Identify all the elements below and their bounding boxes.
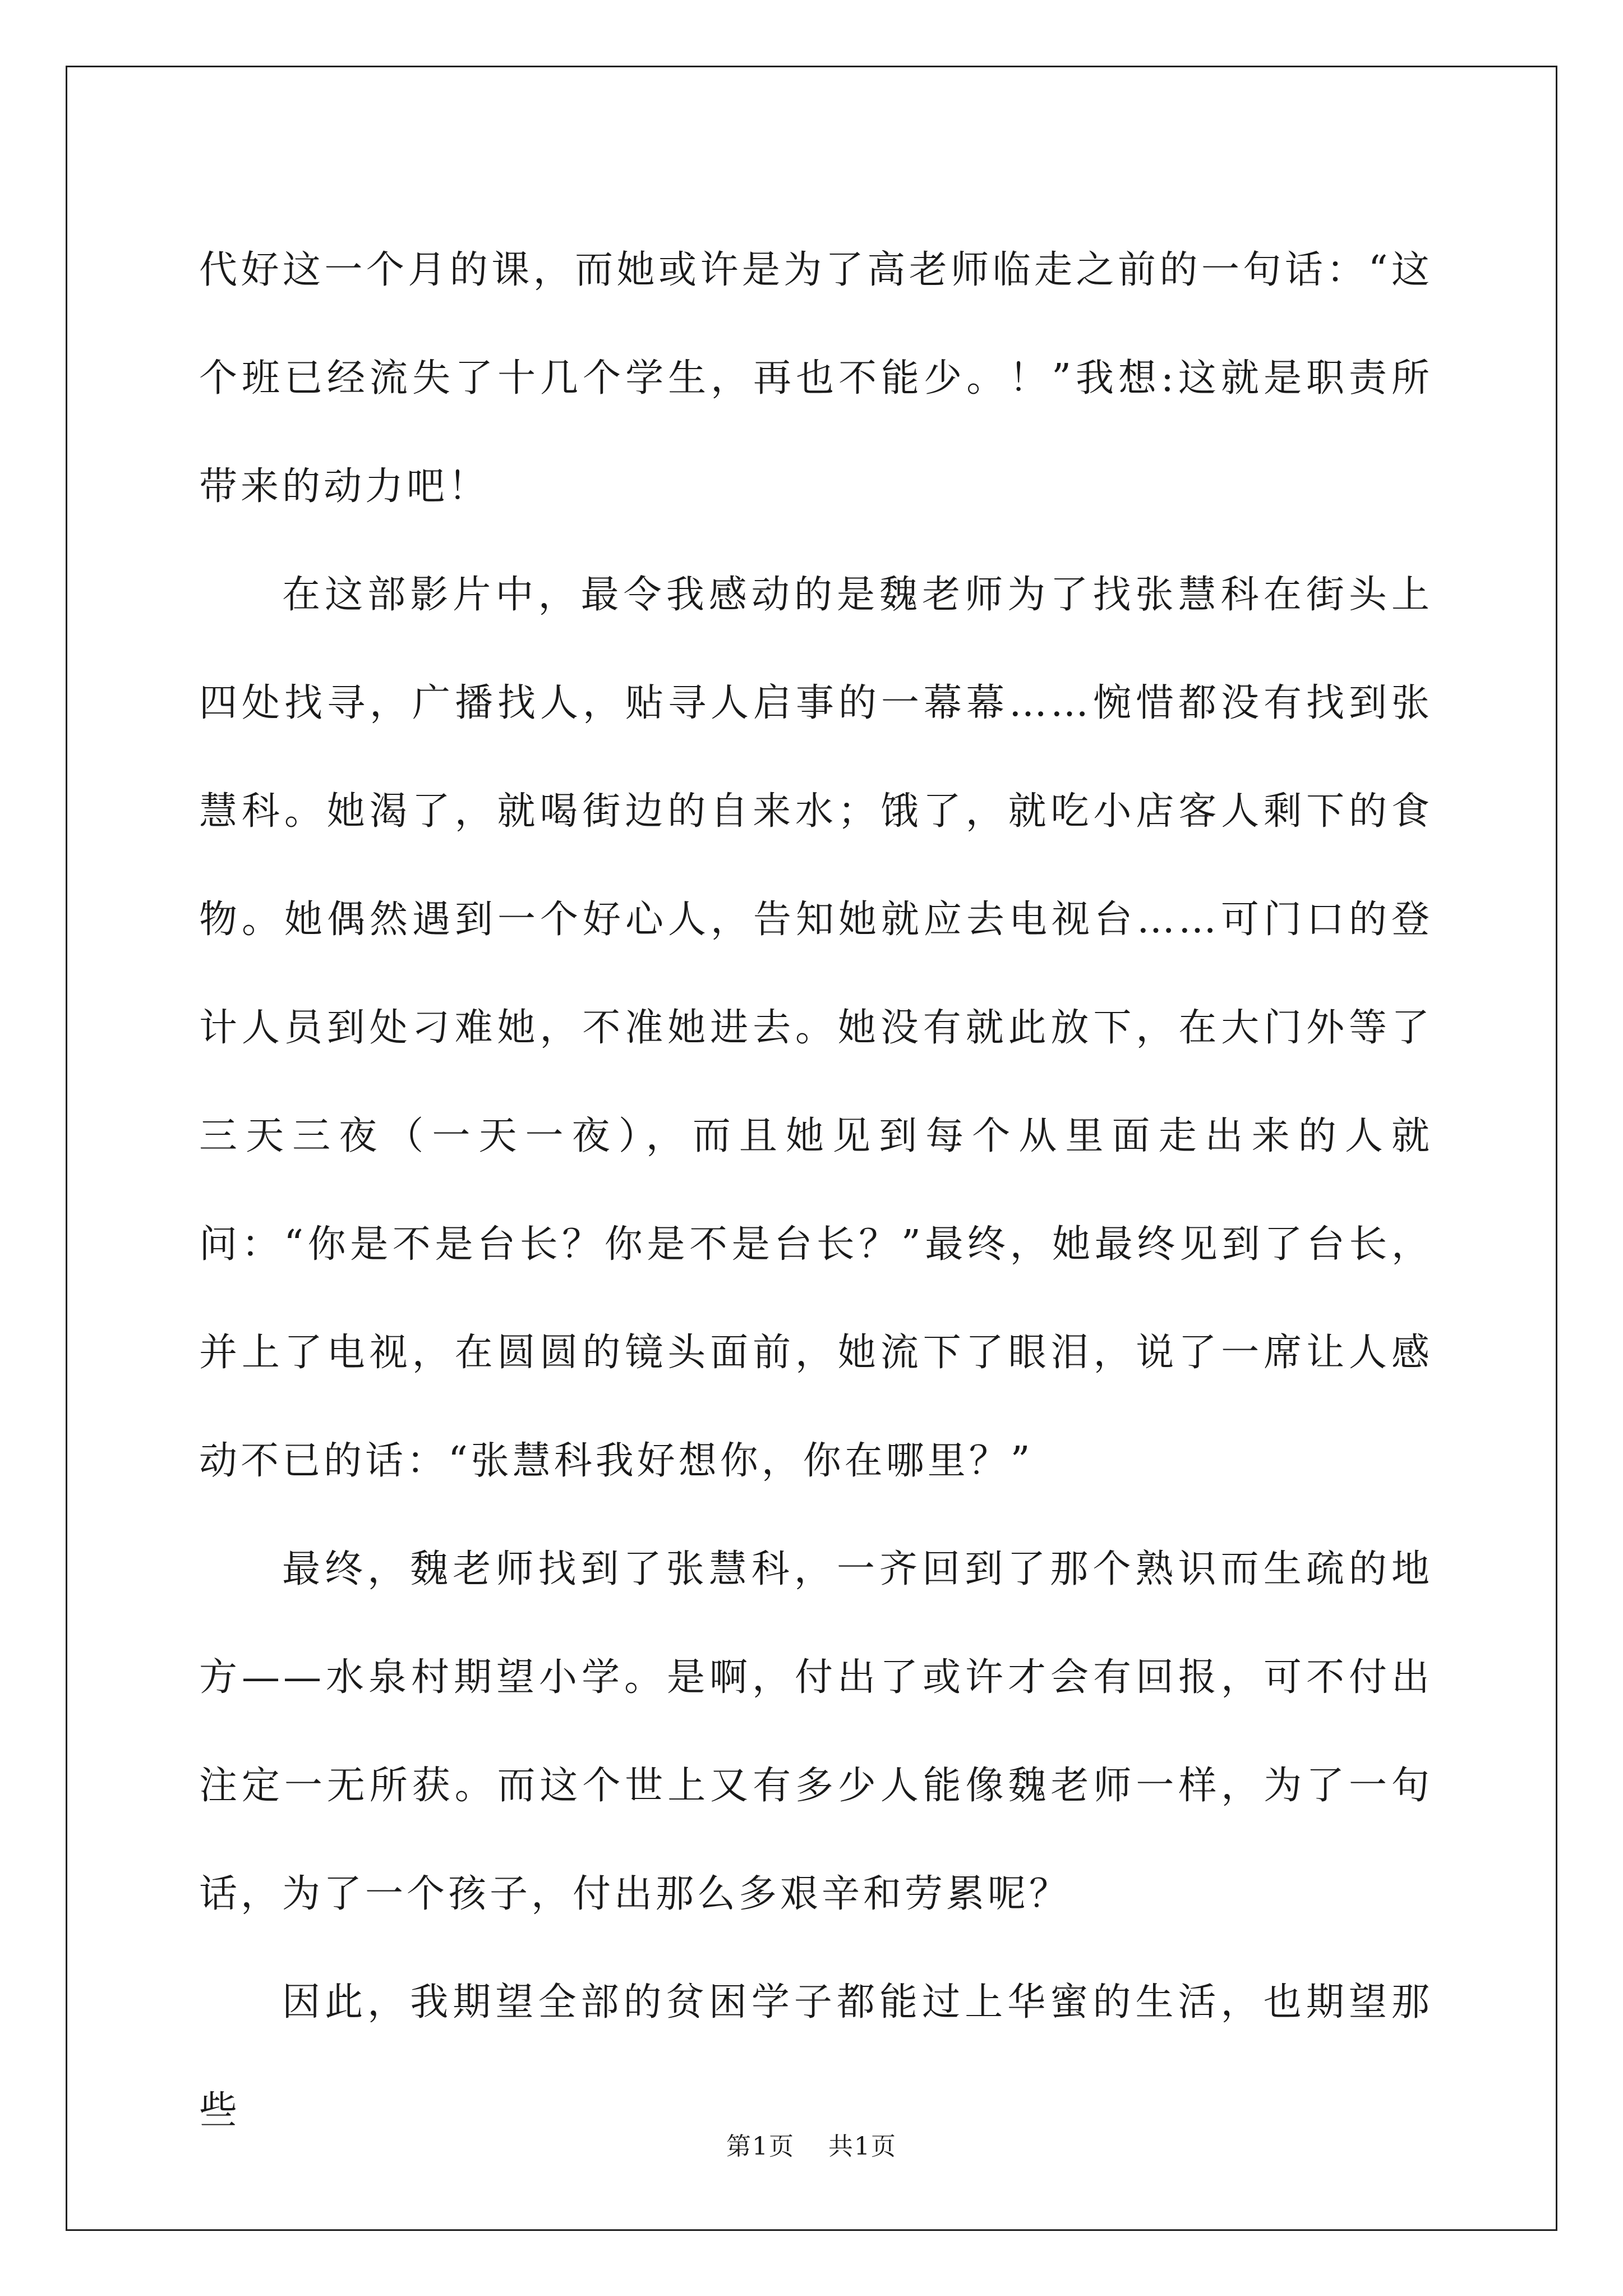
paragraph-2: 在这部影片中，最令我感动的是魏老师为了找张慧科在街头上四处找寻，广播找人，贴寻人启事的一幕幕……惋惜都没有找到张慧科。她渴了，就喝街边的自来水；饿了，就吃小店客人剩下的食物。她偶然遇到一个好心人，告知她就应去电视台……可门口的登计人员到处刁难她，不准她进去。她没有就此放下，在大门外等了三天三夜（一天一夜），而且她见到每个从里面走出来的人就问：“你是不是台长？你是不是台长？”最终，她最终见到了台长，并上了电视，在圆圆的镜头面前，她流下了眼泪，说了一席让人感动不已的话：“张慧科我好想你，你在哪里？” [199,573,1433,1483]
paragraph-4: 因此，我期望全部的贫困学子都能过上华蜜的生活，也期望那些 [199,1980,1433,2133]
paragraph-3: 最终，魏老师找到了张慧科，一齐回到了那个熟识而生疏的地方——水泉村期望小学。是啊，付出了或许才会有回报，可不付出注定一无所获。而这个世上又有多少人能像魏老师一样，为了一句话，为了一个孩子，付出那么多艰辛和劳累呢？ [199,1547,1433,1916]
paragraph-1: 代好这一个月的课，而她或许是为了高老师临走之前的一句话：“这个班已经流失了十几个学生，再也不能少。！”我想:这就是职责所带来的动力吧！ [199,248,1433,509]
page-footer [0,2126,1623,2162]
page-number: 第1页 [726,2132,795,2161]
document-body [199,216,1433,2165]
page-total: 共1页 [828,2132,897,2161]
